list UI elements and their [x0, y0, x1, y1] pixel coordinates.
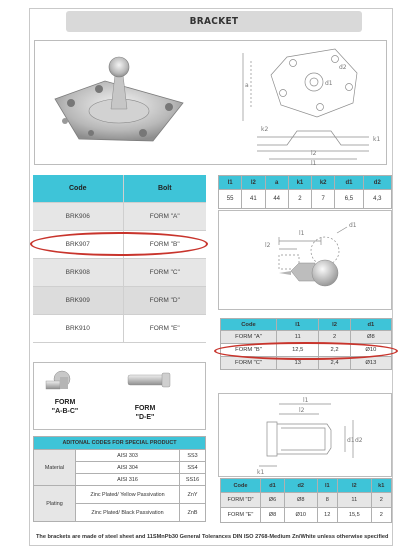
de-cell: 2: [371, 493, 391, 508]
de-cell: 15,5: [338, 508, 372, 523]
de-cell: Ø8: [261, 508, 285, 523]
de-cell: FORM "D": [221, 493, 261, 508]
plating-name: Zinc Plated/ Yellow Passivation: [76, 486, 180, 504]
table-row: [33, 314, 206, 342]
dim-value: 4,3: [363, 190, 391, 209]
abc-cell: Ø13: [350, 357, 391, 370]
form-de-label-line1: FORM: [134, 405, 156, 412]
form-abc-label-line1: FORM: [54, 399, 76, 406]
abc-cell: Ø10: [350, 344, 391, 357]
table-row: [34, 486, 206, 504]
material-name: AISI 304: [76, 462, 180, 474]
material-code: SS3: [180, 450, 206, 462]
abc-cell: FORM "C": [221, 357, 277, 370]
bracket-product-image: [35, 41, 388, 166]
abc-cell: 12,5: [277, 344, 319, 357]
forms-abc-header: [221, 319, 392, 331]
table-row: [33, 258, 206, 286]
code-cell: BRK907: [33, 230, 123, 258]
abc-cell: Ø8: [350, 331, 391, 344]
ball-stud-drawing: [218, 210, 392, 310]
pin-label-d2: d2: [355, 437, 363, 444]
dim-value: 2: [288, 190, 311, 209]
dim-label-d2: d2: [339, 64, 347, 71]
abc-header: l1: [277, 319, 319, 331]
forms-de-header: [221, 479, 392, 493]
form-abc-label-line2: "A-B-C": [51, 408, 79, 415]
code-cell: BRK910: [33, 314, 123, 342]
codes-table-header: [33, 175, 206, 202]
ball-stud-diagram: [219, 211, 393, 311]
code-cell: BRK906: [33, 202, 123, 230]
dim-label-l1: l1: [311, 160, 317, 166]
dim-label-k2: k2: [261, 126, 269, 133]
dimensions-header: [219, 176, 392, 190]
de-header: l1: [317, 479, 337, 493]
table-row: [221, 508, 392, 523]
de-cell: Ø6: [261, 493, 285, 508]
de-cell: Ø8: [284, 493, 317, 508]
dim-value: 6,5: [335, 190, 363, 209]
form-de-label-line2: "D-E": [135, 414, 155, 421]
form-abc-label: [40, 398, 90, 416]
table-row: [221, 331, 392, 344]
de-cell: 8: [317, 493, 337, 508]
header-code: Code: [33, 175, 123, 202]
pin-drawing: [218, 393, 392, 477]
bracket-drawing-panel: [34, 40, 387, 165]
dim-label-k1: k1: [373, 136, 381, 143]
dim-label-a: a: [245, 82, 249, 89]
material-group-label: Material: [34, 450, 76, 486]
pin-label-l2: l2: [299, 407, 305, 414]
ball-label-l1: l1: [299, 230, 305, 237]
abc-cell: 11: [277, 331, 319, 344]
dim-header: k2: [312, 176, 335, 190]
abc-cell: 2,2: [319, 344, 350, 357]
dimensions-values-row: [219, 190, 392, 209]
pin-label-d1: d1: [347, 437, 355, 444]
abc-cell: FORM "A": [221, 331, 277, 344]
plating-name: Zinc Plated/ Black Passivation: [76, 504, 180, 522]
ball-label-d1: d1: [349, 222, 357, 229]
bolt-cell: FORM "A": [123, 202, 206, 230]
dim-label-l2: l2: [311, 150, 317, 157]
forms-abc-table: [220, 318, 392, 370]
codes-table: [33, 175, 206, 343]
de-header: k1: [371, 479, 391, 493]
plating-group-label: Plating: [34, 486, 76, 522]
abc-cell: FORM "B": [221, 344, 277, 357]
ball-label-l2: l2: [265, 242, 271, 249]
special-codes-title: ADITONAL CODES FOR SPECIAL PRODUCT: [34, 437, 206, 450]
bolt-cell: FORM "E": [123, 314, 206, 342]
code-cell: BRK909: [33, 286, 123, 314]
form-de-label: [125, 404, 165, 422]
dim-header: d1: [335, 176, 363, 190]
bolt-cell: FORM "B": [123, 230, 206, 258]
special-codes-header: [34, 437, 206, 450]
table-row: [221, 344, 392, 357]
dimensions-table: [218, 175, 392, 209]
dim-header: a: [265, 176, 288, 190]
dim-header: d2: [363, 176, 391, 190]
form-stud-images: [34, 363, 207, 431]
table-row: [33, 202, 206, 230]
plating-code: ZnB: [180, 504, 206, 522]
dim-value: 55: [219, 190, 242, 209]
de-cell: 2: [371, 508, 391, 523]
table-row: [221, 493, 392, 508]
abc-header: l2: [319, 319, 350, 331]
dim-header: l1: [219, 176, 242, 190]
abc-header: d1: [350, 319, 391, 331]
pin-label-k1: k1: [257, 469, 265, 476]
plating-code: ZnY: [180, 486, 206, 504]
abc-header: Code: [221, 319, 277, 331]
de-cell: 11: [338, 493, 372, 508]
table-row: [34, 450, 206, 462]
dim-value: 44: [265, 190, 288, 209]
special-codes-table: [33, 436, 206, 522]
de-cell: 12: [317, 508, 337, 523]
material-name: AISI 303: [76, 450, 180, 462]
dim-value: 41: [242, 190, 265, 209]
dim-label-d1: d1: [325, 80, 333, 87]
dim-header: k1: [288, 176, 311, 190]
pin-label-l1: l1: [303, 397, 309, 404]
code-cell: BRK908: [33, 258, 123, 286]
de-cell: Ø10: [284, 508, 317, 523]
material-name: AISI 316: [76, 474, 180, 486]
table-row: [33, 230, 206, 258]
bolt-cell: FORM "C": [123, 258, 206, 286]
de-cell: FORM "E": [221, 508, 261, 523]
abc-cell: 2,4: [319, 357, 350, 370]
de-header: l2: [338, 479, 372, 493]
material-code: SS16: [180, 474, 206, 486]
material-code: SS4: [180, 462, 206, 474]
abc-cell: 13: [277, 357, 319, 370]
header-bolt: Bolt: [123, 175, 206, 202]
de-header: Code: [221, 479, 261, 493]
form-images-panel: [33, 362, 206, 430]
de-header: d2: [284, 479, 317, 493]
abc-cell: 2: [319, 331, 350, 344]
table-row: [33, 286, 206, 314]
dim-value: 7: [312, 190, 335, 209]
dim-header: l2: [242, 176, 265, 190]
forms-de-table: [220, 478, 392, 523]
bolt-cell: FORM "D": [123, 286, 206, 314]
pin-diagram: [219, 394, 393, 478]
table-row: [221, 357, 392, 370]
footer-note: The brackets are made of steel sheet and 11SMnPb30 General Tolerances DIN ISO 2768-Medium Zn/White unless otherwise specified: [36, 534, 389, 540]
de-header: d1: [261, 479, 285, 493]
page-title: BRACKET: [66, 11, 362, 32]
